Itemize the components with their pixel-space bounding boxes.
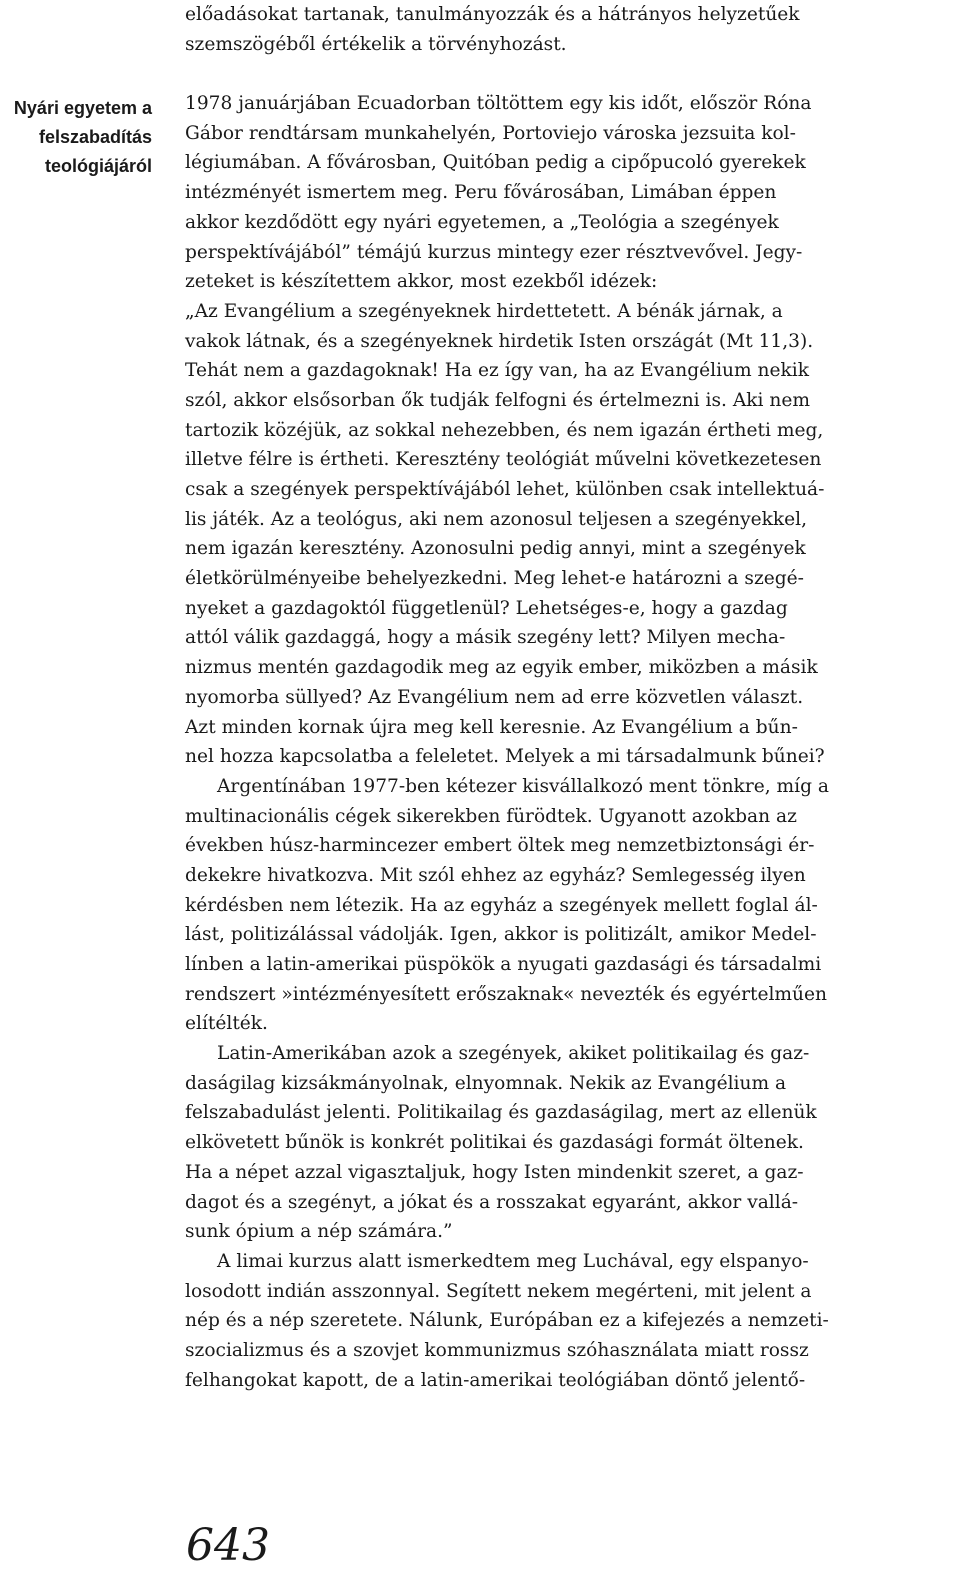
text-line: Gábor rendtársam munkahelyén, Portoviejo városka jezsuita kol- bbox=[185, 122, 796, 144]
text-line: multinacionális cégek sikerekben fürödtek. Ugyanott azokban az bbox=[185, 805, 797, 827]
text-line: elkövetett bűnök is konkrét politikai és gazdasági formát öltenek. bbox=[185, 1132, 804, 1154]
text-line: illetve félre is értheti. Keresztény teológiát művelni következetesen bbox=[185, 449, 822, 471]
text-line: szemszögéből értékelik a törvényhozást. bbox=[185, 33, 567, 55]
text-line: zeteket is készítettem akkor, most ezekből idézek: bbox=[185, 271, 658, 293]
text-line: lis játék. Az a teológus, aki nem azonosul teljesen a szegényekkel, bbox=[185, 508, 808, 530]
page-number: 643 bbox=[186, 1520, 270, 1571]
sidebar-heading-line: Nyári egyetem a bbox=[13, 98, 152, 118]
sidebar-heading-line: teológiájáról bbox=[44, 156, 152, 176]
text-line: nel hozza kapcsolatba a feleletet. Melyek a mi társadalmunk bűnei? bbox=[185, 746, 825, 768]
text-line: A limai kurzus alatt ismerkedtem meg Luchával, egy elspanyo- bbox=[217, 1250, 809, 1272]
text-line: légiumában. A fővárosban, Quitóban pedig a cipőpucoló gyerekek bbox=[185, 152, 806, 174]
text-line: életkörülményeibe behelyezkedni. Meg lehet-e határozni a szegé- bbox=[185, 568, 804, 590]
text-line: dekekre hivatkozva. Mit szól ehhez az egyház? Semlegesség ilyen bbox=[185, 864, 806, 886]
text-line: perspektívájából” témájú kurzus mintegy ezer résztvevővel. Jegy- bbox=[185, 241, 803, 263]
text-line: nép és a nép szeretete. Nálunk, Európában ez a kifejezés a nemzeti- bbox=[185, 1310, 829, 1332]
text-line: daságilag kizsákmányolnak, elnyomnak. Nekik az Evangélium a bbox=[185, 1072, 787, 1094]
text-line: szocializmus és a szovjet kommunizmus szóhasználata miatt rossz bbox=[185, 1339, 809, 1361]
text-line: „Az Evangélium a szegényeknek hirdettetett. A bénák járnak, a bbox=[185, 300, 783, 322]
text-line: előadásokat tartanak, tanulmányozzák és a hátrányos helyzetűek bbox=[185, 4, 800, 25]
sidebar-heading-line: felszabadítás bbox=[38, 127, 152, 147]
text-line: években húsz-harmincezer embert öltek meg nemzetbiztonsági ér- bbox=[185, 835, 815, 857]
text-line: Tehát nem a gazdagoknak! Ha ez így van, ha az Evangélium nekik bbox=[185, 360, 810, 382]
text-line: nyeket a gazdagoktól függetlenül? Lehetséges-e, hogy a gazdag bbox=[185, 597, 788, 619]
body-text bbox=[185, 0, 947, 1395]
text-line: kérdésben nem létezik. Ha az egyház a szegények mellett foglal ál- bbox=[185, 894, 818, 916]
text-line: Azt minden kornak újra meg kell keresnie. Az Evangélium a bűn- bbox=[185, 716, 798, 738]
text-line: losodott indián asszonnyal. Segített nekem megérteni, mit jelent a bbox=[185, 1280, 812, 1302]
text-line: tartozik közéjük, az sokkal nehezebben, és nem igazán értheti meg, bbox=[185, 419, 824, 441]
text-line: felszabadulást jelenti. Politikailag és gazdaságilag, mert az ellenük bbox=[185, 1102, 817, 1124]
text-line: Argentínában 1977-ben kétezer kisvállalkozó ment tönkre, míg a bbox=[217, 775, 830, 797]
text-line: szól, akkor elsősorban ők tudják felfogni és értelmezni is. Aki nem bbox=[185, 389, 810, 411]
text-line: intézményét ismertem meg. Peru fővárosában, Limában éppen bbox=[185, 182, 777, 204]
text-line: csak a szegények perspektívájából lehet, különben csak intellektuá- bbox=[185, 479, 825, 500]
text-line bbox=[185, 59, 947, 89]
text-line: attól válik gazdaggá, hogy a másik szegény lett? Milyen mecha- bbox=[185, 627, 786, 649]
text-line: elítélték. bbox=[185, 1013, 268, 1035]
text-line: dagot és a szegényt, a jókat és a rosszakat egyaránt, akkor vallá- bbox=[185, 1191, 799, 1213]
text-line: nizmus mentén gazdagodik meg az egyik ember, miközben a másik bbox=[185, 657, 818, 679]
text-line: sunk ópium a nép számára.” bbox=[185, 1221, 453, 1243]
text-line: nem igazán keresztény. Azonosulni pedig annyi, mint a szegények bbox=[185, 538, 806, 560]
text-line: línben a latin-amerikai püspökök a nyugati gazdasági és társadalmi bbox=[185, 954, 822, 975]
text-line: lást, politizálással vádolják. Igen, akkor is politizált, amikor Medel- bbox=[185, 924, 817, 946]
sidebar-heading bbox=[0, 94, 152, 181]
text-line: nyomorba süllyed? Az Evangélium nem ad erre közvetlen választ. bbox=[185, 686, 804, 708]
text-line: felhangokat kapott, de a latin-amerikai teológiában döntő jelentő- bbox=[185, 1369, 806, 1391]
text-line: rendszert »intézményesített erőszaknak« nevezték és egyértelműen bbox=[185, 983, 827, 1005]
text-line: 1978 januárjában Ecuadorban töltöttem egy kis időt, először Róna bbox=[185, 93, 812, 115]
text-line: vakok látnak, és a szegényeknek hirdetik Isten országát (Mt 11,3). bbox=[185, 330, 814, 352]
text-line: akkor kezdődött egy nyári egyetemen, a „Teológia a szegények bbox=[185, 211, 779, 233]
text-line: Latin-Amerikában azok a szegények, akiket politikailag és gaz- bbox=[217, 1043, 810, 1065]
text-line: Ha a népet azzal vigasztaljuk, hogy Isten mindenkit szeret, a gaz- bbox=[185, 1161, 804, 1183]
